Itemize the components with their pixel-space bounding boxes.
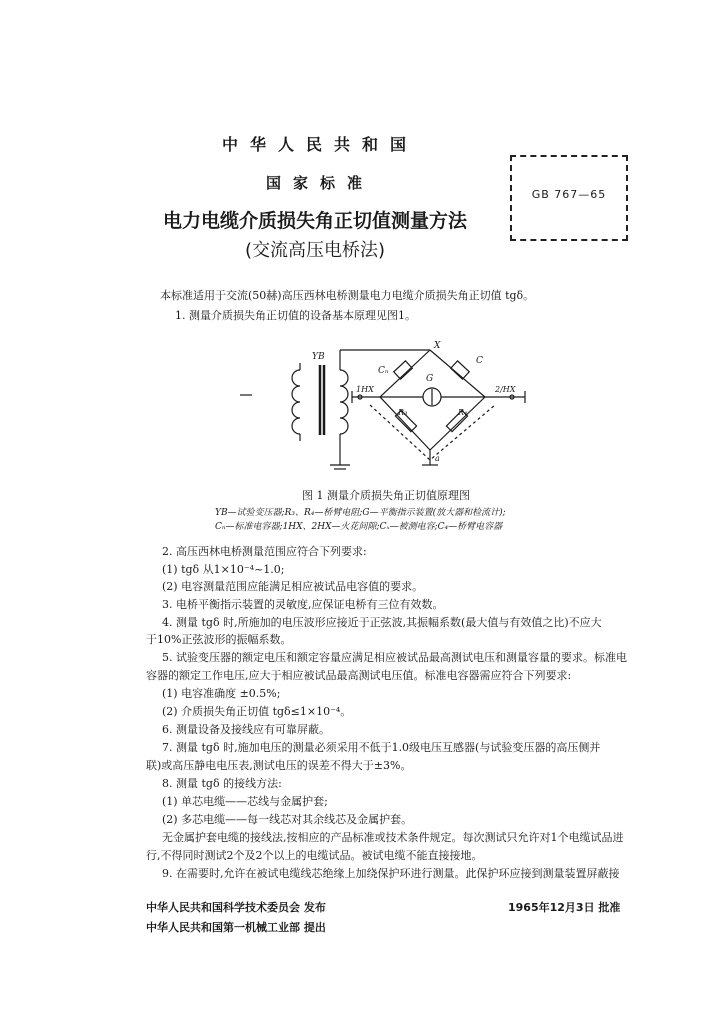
body-line: 2. 高压西林电桥测量范围应符合下列要求: (162, 545, 367, 558)
body-line: 5. 试验变压器的额定电压和额定容量应满足相应被试品最高测试电压和测量容量的要求。标准电 (162, 651, 627, 664)
intro-paragraph: 本标准适用于交流(50赫)高压西林电桥测量电力电缆介质损失角正切值 tgδ。 (160, 289, 535, 302)
test-capacitor (451, 361, 470, 379)
body-line: (2) 多芯电缆——每一线芯对其余线芯及金属护套。 (162, 813, 413, 826)
body-line: (1) 电容准确度 ±0.5%; (162, 687, 281, 700)
body-line: (1) tgδ 从1×10⁻⁴~1.0; (162, 563, 285, 576)
body-line: 7. 测量 tgδ 时,施加电压的测量必须采用不低于1.0级电压互感器(与试验变压器的高压侧并 (162, 741, 601, 754)
body-line: 于10%正弦波形的振幅系数。 (146, 633, 292, 646)
body-line: 3. 电桥平衡指示装置的灵敏度,应保证电桥有三位有效数。 (162, 598, 444, 611)
proposer-line: 中华人民共和国第一机械工业部 提出 (146, 921, 326, 934)
body-line: 容器的额定工作电压,应大于相应被试品最高测试电压值。标准电容器需应符合下列要求: (146, 669, 572, 682)
item-1: 1. 测量介质损失角正切值的设备基本原理见图1。 (175, 309, 416, 322)
figure-legend-line-1: YB—试验变压器;R₃、R₄—桥臂电阻;G—平衡指示装置(放大器和检流计); (215, 508, 506, 518)
figure-caption: 图 1 测量介质损失角正切值原理图 (302, 489, 470, 502)
bridge-arm-r4 (430, 397, 485, 450)
label-x: X (434, 341, 441, 351)
label-r3: R₃ (398, 408, 408, 417)
document-subtitle: (交流高压电桥法) (244, 240, 386, 261)
label-2hx: 2/HX (495, 385, 516, 394)
body-line: 9. 在需要时,允许在被试电缆线芯绝缘上加绕保护环进行测量。此保护环应接到测量装置屏蔽接 (162, 867, 620, 880)
national-standard-label: 国家标准 (265, 174, 374, 192)
label-b: a (435, 454, 440, 463)
body-line: 6. 测量设备及接线应有可靠屏蔽。 (162, 723, 330, 736)
country-name: 中华人民共和国 (221, 135, 418, 154)
body-line: (1) 单芯电缆——芯线与金属护套; (162, 795, 328, 808)
body-line: 8. 测量 tgδ 的接线方法: (162, 777, 282, 790)
bridge-circuit-diagram (240, 335, 540, 475)
label-yb: YB (312, 352, 325, 362)
label-r4: R₄ (458, 408, 468, 417)
label-1hx: 1HX (356, 385, 374, 394)
label-c4: C (476, 356, 483, 366)
body-line: 行,不得同时测试2个及2个以上的电缆试品。被试电缆不能直接接地。 (146, 849, 483, 862)
shield-outline (370, 405, 495, 460)
document-title: 电力电缆介质损失角正切值测量方法 (162, 210, 467, 232)
standard-code: GB 767—65 (531, 188, 607, 201)
label-g: G (426, 374, 434, 384)
secondary-coil (340, 370, 348, 434)
primary-coil (292, 370, 300, 434)
approval-date: 1965年12月3日 批准 (508, 901, 621, 914)
body-line: 4. 测量 tgδ 时,所施加的电压波形应接近于正弦波,其振幅系数(最大值与有效值之比)不应大 (162, 616, 602, 629)
bridge-arm-r3 (380, 397, 430, 450)
issuer-line: 中华人民共和国科学技术委员会 发布 (146, 901, 326, 914)
label-cn: Cₙ (378, 366, 389, 376)
body-line: 联)或高压静电电压表,测试电压的误差不得大于±3%。 (146, 759, 412, 772)
body-line: (2) 介质损失角正切值 tgδ≤1×10⁻⁴。 (162, 705, 352, 718)
body-line: 无金属护套电缆的接线法,按相应的产品标准或技术条件规定。每次测试只允许对1个电缆试品进 (162, 831, 624, 844)
figure-legend-line-2: Cₙ—标准电容器;1HX、2HX—火花间隙;Cₓ—被测电容;C₄—桥臂电容器 (215, 522, 503, 532)
body-line: (2) 电容测量范围应能满足相应被试品电容值的要求。 (162, 580, 424, 593)
standard-capacitor (394, 361, 413, 379)
